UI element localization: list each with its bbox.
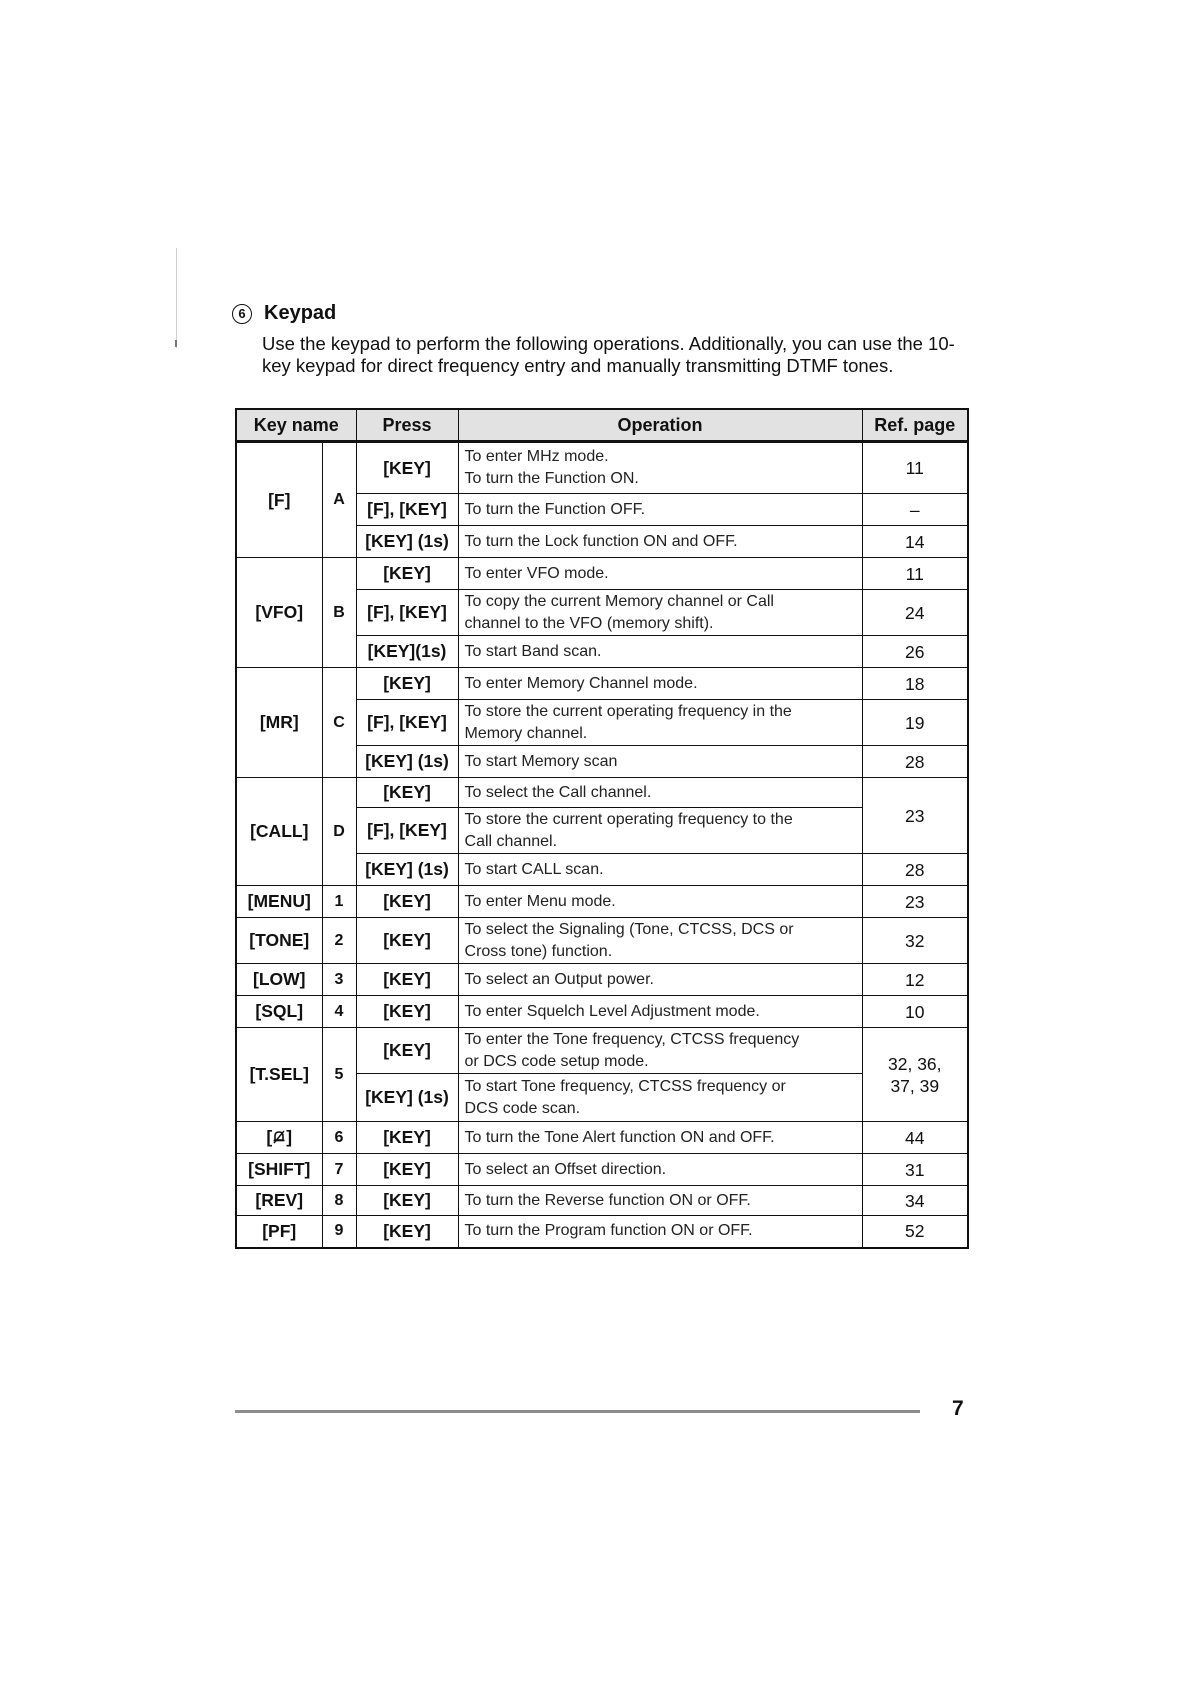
operation-cell [458, 996, 862, 1028]
key-name-cell [236, 558, 322, 668]
press-cell: [KEY] (1s) [356, 1074, 458, 1122]
operation-text: To select the Call channel. [464, 783, 652, 801]
ref-page-cell: 32, 36, 37, 39 [862, 1028, 968, 1122]
operation-text: To select an Offset direction. [464, 1160, 667, 1178]
operation-text: To select an Output power. [464, 970, 654, 988]
table-row [236, 1028, 968, 1074]
key-name: [SHIFT] [248, 1159, 311, 1179]
press-cell: [KEY] (1s) [356, 526, 458, 558]
table-row [236, 964, 968, 996]
alt-key-cell: A [322, 442, 356, 558]
table-row [236, 1216, 968, 1248]
key-name: [TONE] [249, 930, 310, 950]
operation-text: To enter Squelch Level Adjustment mode. [464, 1002, 760, 1020]
press-cell: [KEY] [356, 886, 458, 918]
press-cell: [KEY] [356, 1186, 458, 1216]
operation-text: To turn the Function ON. [464, 470, 639, 487]
ref-page-cell: 34 [862, 1186, 968, 1216]
operation-cell [458, 494, 862, 526]
ref-page-cell: 26 [862, 636, 968, 668]
key-name: [MENU] [247, 891, 311, 911]
operation-text: To enter Memory Channel mode. [464, 674, 698, 692]
keypad-table [235, 408, 969, 1249]
header-ref-page: Ref. page [862, 409, 968, 442]
alt-key-cell: 2 [322, 918, 356, 964]
key-name-cell [236, 1154, 322, 1186]
operation-text: To enter VFO mode. [464, 564, 609, 582]
operation-cell [458, 918, 862, 964]
press-cell: [KEY] [356, 1122, 458, 1154]
ref-page-cell: 23 [862, 778, 968, 854]
ref-page-cell: 28 [862, 746, 968, 778]
operation-text: channel to the VFO (memory shift). [464, 614, 714, 632]
operation-cell [458, 1074, 862, 1122]
key-name: [PF] [262, 1220, 297, 1241]
operation-text: To copy the current Memory channel or Call [464, 592, 774, 610]
operation-text: To select the Signaling (Tone, CTCSS, DCS or [464, 920, 794, 938]
key-name-cell [236, 778, 322, 886]
key-name: [F] [268, 489, 291, 510]
press-cell: [KEY] [356, 1216, 458, 1248]
table-row [236, 558, 968, 590]
tone-alert-bell-icon [272, 1130, 286, 1144]
footer-rule [235, 1410, 920, 1413]
press-cell: [KEY] [356, 996, 458, 1028]
key-name: [ [266, 1127, 273, 1147]
operation-cell [458, 636, 862, 668]
ref-page-cell: 52 [862, 1216, 968, 1248]
press-cell: [KEY] [356, 1028, 458, 1074]
ref-page-cell: 32 [862, 918, 968, 964]
intro-paragraph: Use the keypad to perform the following operations. Additionally, you can use the 10-key keypad for direct frequency entry and manually transmitting DTMF tones. [262, 333, 955, 376]
operation-text: To start Memory scan [464, 752, 618, 770]
key-name-cell [236, 1028, 322, 1122]
alt-key-cell: C [322, 668, 356, 778]
operation-text: To start Tone frequency, CTCSS frequency or [464, 1077, 786, 1095]
ref-page-cell: 11 [862, 558, 968, 590]
press-cell: [KEY] [356, 918, 458, 964]
press-cell: [KEY] [356, 442, 458, 494]
margin-rule [176, 248, 177, 348]
key-name: [LOW] [253, 969, 306, 989]
operation-text: Memory channel. [464, 724, 588, 742]
key-name: [MR] [259, 712, 299, 732]
page-number: 7 [952, 1397, 964, 1420]
press-cell: [KEY] [356, 1154, 458, 1186]
key-name-cell [236, 1122, 322, 1154]
operation-text: To turn the Function OFF. [464, 500, 646, 518]
key-name: [VFO] [255, 602, 304, 622]
table-header-row [236, 409, 968, 442]
operation-text: To enter Menu mode. [464, 892, 616, 910]
alt-key-cell: 7 [322, 1154, 356, 1186]
key-name-cell [236, 1186, 322, 1216]
alt-key-cell: D [322, 778, 356, 886]
key-name: [REV] [255, 1190, 304, 1210]
alt-key-cell: 4 [322, 996, 356, 1028]
alt-key-cell: 6 [322, 1122, 356, 1154]
operation-text: To turn the Reverse function ON or OFF. [464, 1191, 751, 1209]
press-cell: [KEY](1s) [356, 636, 458, 668]
operation-text: To turn the Tone Alert function ON and OFF. [464, 1128, 775, 1146]
alt-key-cell: 1 [322, 886, 356, 918]
operation-cell [458, 526, 862, 558]
key-name: [T.SEL] [249, 1064, 309, 1084]
operation-cell [458, 668, 862, 700]
ref-page-cell: – [862, 494, 968, 526]
operation-text: To store the current operating frequency to the [464, 810, 793, 828]
ref-page-cell: 12 [862, 964, 968, 996]
operation-cell [458, 700, 862, 746]
ref-page-cell: 10 [862, 996, 968, 1028]
operation-text: Call channel. [464, 832, 558, 850]
key-name-cell [236, 442, 322, 558]
section-heading [232, 302, 336, 325]
ref-page-cell: 44 [862, 1122, 968, 1154]
operation-cell [458, 1122, 862, 1154]
operation-cell [458, 1154, 862, 1186]
table-row [236, 996, 968, 1028]
key-name-cell [236, 886, 322, 918]
operation-cell [458, 590, 862, 636]
operation-text: To turn the Lock function ON and OFF. [464, 532, 738, 550]
operation-cell [458, 442, 862, 494]
section-number: 6 [232, 304, 252, 324]
operation-text: To enter the Tone frequency, CTCSS frequency [464, 1030, 800, 1048]
key-name-cell [236, 1216, 322, 1248]
operation-text: Cross tone) function. [464, 942, 613, 960]
operation-text: To start Band scan. [464, 642, 602, 660]
table-row [236, 668, 968, 700]
ref-page-cell: 24 [862, 590, 968, 636]
operation-cell [458, 854, 862, 886]
key-name-suffix: ] [286, 1127, 293, 1147]
operation-cell [458, 1216, 862, 1248]
press-cell: [KEY] [356, 558, 458, 590]
ref-page-cell: 18 [862, 668, 968, 700]
ref-page-cell: 11 [862, 442, 968, 494]
table-row [236, 918, 968, 964]
section-title: Keypad [264, 302, 337, 324]
press-cell: [F], [KEY] [356, 808, 458, 854]
press-cell: [KEY] (1s) [356, 854, 458, 886]
keypad-table-body [236, 442, 968, 1248]
alt-key-cell: 5 [322, 1028, 356, 1122]
operation-cell [458, 746, 862, 778]
operation-cell [458, 778, 862, 808]
press-cell: [F], [KEY] [356, 700, 458, 746]
table-row [236, 1154, 968, 1186]
ref-page-cell: 31 [862, 1154, 968, 1186]
table-row [236, 886, 968, 918]
operation-text: To store the current operating frequency in the [464, 702, 792, 720]
press-cell: [KEY] [356, 778, 458, 808]
press-cell: [KEY] (1s) [356, 746, 458, 778]
operation-text: To enter MHz mode. [464, 448, 609, 465]
key-name-cell [236, 996, 322, 1028]
alt-key-cell: B [322, 558, 356, 668]
ref-page-cell: 23 [862, 886, 968, 918]
table-row [236, 778, 968, 808]
operation-text: or DCS code setup mode. [464, 1052, 649, 1070]
press-cell: [KEY] [356, 668, 458, 700]
press-cell: [F], [KEY] [356, 494, 458, 526]
key-name: [SQL] [255, 1001, 304, 1021]
key-name-cell [236, 964, 322, 996]
header-press: Press [356, 409, 458, 442]
operation-cell [458, 886, 862, 918]
operation-cell [458, 1028, 862, 1074]
key-name-cell [236, 668, 322, 778]
operation-cell [458, 1186, 862, 1216]
ref-page-cell: 14 [862, 526, 968, 558]
key-name: [CALL] [250, 821, 309, 841]
press-cell: [F], [KEY] [356, 590, 458, 636]
header-key-name: Key name [236, 409, 356, 442]
table-row [236, 1186, 968, 1216]
operation-text: To start CALL scan. [464, 860, 604, 878]
key-name-cell [236, 918, 322, 964]
operation-text: DCS code scan. [464, 1099, 581, 1117]
ref-page-cell: 28 [862, 854, 968, 886]
operation-cell [458, 558, 862, 590]
ref-page-cell: 19 [862, 700, 968, 746]
operation-cell [458, 964, 862, 996]
table-row [236, 442, 968, 494]
press-cell: [KEY] [356, 964, 458, 996]
header-operation: Operation [458, 409, 862, 442]
operation-cell [458, 808, 862, 854]
operation-text: To turn the Program function ON or OFF. [464, 1222, 753, 1240]
alt-key-cell: 8 [322, 1186, 356, 1216]
alt-key-cell: 3 [322, 964, 356, 996]
alt-key-cell: 9 [322, 1216, 356, 1248]
margin-tick [175, 340, 177, 347]
table-row [236, 1122, 968, 1154]
